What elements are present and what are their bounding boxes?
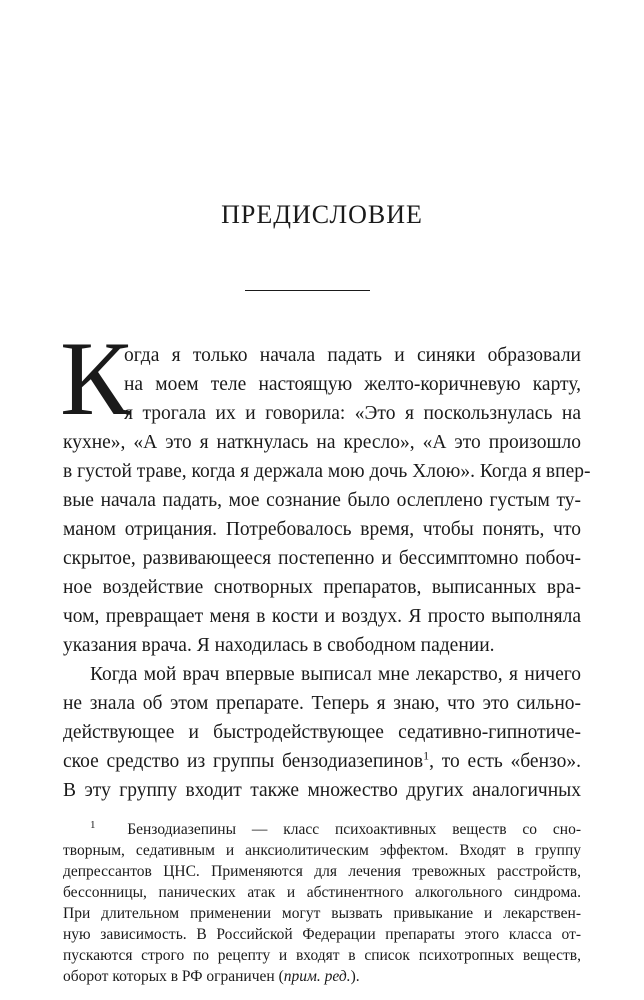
footnote-marker: 1 [90,818,96,831]
title-divider [245,290,370,291]
body-line: кухне», «А это я наткнулась на кресло», «А это произошло [63,432,581,453]
body-text: , то есть «бензо». [429,751,581,772]
footnote-line: пускаются строго по рецепту и входят в список психотропных веществ, [63,947,581,964]
footnote-line: творным, седативным и анксиолитическим эффектом. Входят в группу [63,842,581,859]
drop-cap: К [60,320,131,437]
body-line: в густой траве, когда я держала мою дочь Хлою». Когда я впер- [63,461,591,482]
body-line: на моем теле настоящую желто-коричневую карту, [124,374,581,395]
footnote-reference[interactable]: 1 [423,748,430,763]
body-line: ное воздействие снотворных препаратов, выписанных вра- [63,577,581,598]
body-line: чом, превращает меня в кости и воздух. Я просто выполняла [63,606,581,627]
footnote-text: Бензодиазепины — класс психоактивных веществ со сно- [127,821,582,838]
footnote-line: депрессантов ЦНС. Применяются для лечения тревожных расстройств, [63,863,581,880]
body-line: не знала об этом препарате. Теперь я знаю, что это сильно- [63,693,581,714]
body-line: действующее и быстродействующее седативно-гипнотиче- [63,722,581,743]
footnote-line: ную зависимость. В Российской Федерации препараты этого класса от- [63,926,581,943]
body-line: вые начала падать, мое сознание было ослеплено густым ту- [63,490,581,511]
body-text: ское средство из группы бензодиазепинов [63,751,424,772]
body-line: Когда мой врач впервые выписал мне лекарство, я ничего [90,664,581,685]
editor-note: прим. ред. [283,968,351,985]
footnote-line: бессонницы, панических атак и абстинентного алкогольного синдрома. [63,884,581,901]
body-line: указания врача. Я находилась в свободном падении. [63,635,495,656]
body-line: В эту группу входит также множество других аналогичных [63,780,581,801]
footnote-line: При длительном применении могут вызвать привыкание и лекарствен- [63,905,581,922]
footnote-line [90,820,581,840]
chapter-title: ПРЕДИСЛОВИЕ [221,200,423,229]
body-line: я трогала их и говорила: «Это я поскользнулась на [124,403,581,424]
footnote-text: ). [350,968,360,985]
body-line [63,750,581,774]
footnote-text: оборот которых в РФ ограничен ( [63,968,284,985]
body-line: скрытое, развивающееся постепенно и бессимптомно побоч- [63,548,581,569]
body-line: огда я только начала падать и синяки образовали [124,345,581,366]
body-line: маном отрицания. Потребовалось время, чтобы понять, что [63,519,581,540]
footnote-line [63,967,581,987]
